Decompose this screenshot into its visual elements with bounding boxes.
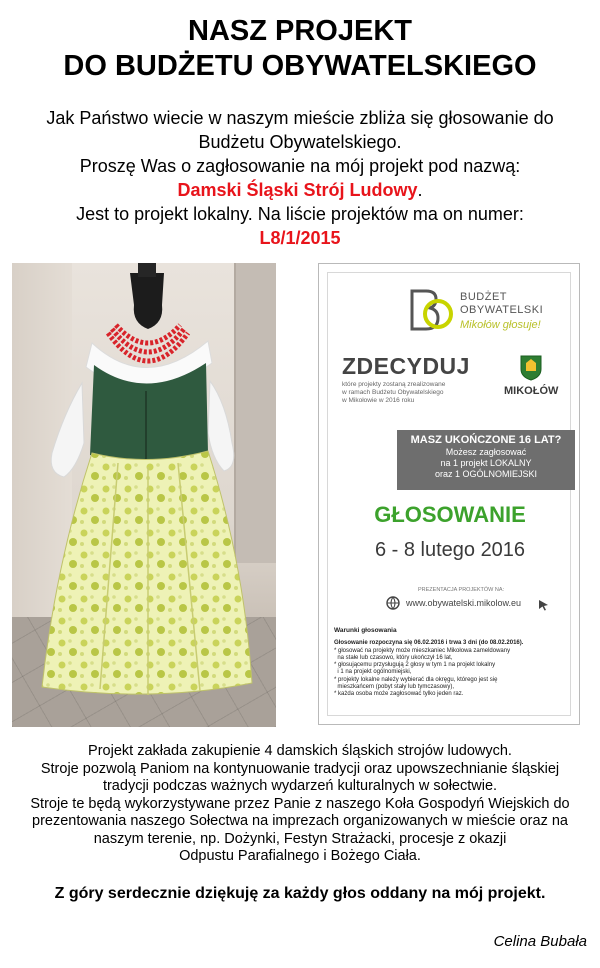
costume-photo xyxy=(12,263,276,727)
condition-2a: * głosującemu przysługują 2 głosy w tym 1 na projekt lokalny xyxy=(334,662,496,669)
intro-line-5: Jest to projekt lokalny. Na liście projektów ma on numer: xyxy=(76,204,524,224)
desc-line-1: Projekt zakłada zakupienie 4 damskich śląskich strojów ludowych. xyxy=(88,743,512,759)
mannequin-costume-image xyxy=(12,263,276,727)
voting-conditions xyxy=(334,627,566,699)
voting-dates: 6 - 8 lutego 2016 xyxy=(374,539,526,561)
age-title: MASZ UKOŃCZONE 16 LAT? xyxy=(410,434,562,446)
heading-sub-line-1: które projekty zostaną zrealizowane xyxy=(342,381,446,388)
project-description xyxy=(0,743,600,866)
title-line-2: DO BUDŻETU OBYWATELSKIEGO xyxy=(63,50,537,82)
signature: Celina Bubała xyxy=(493,933,587,950)
mikolow-crest-icon xyxy=(520,355,542,381)
heading-sub-line-2: w ramach Budżetu Obywatelskiego xyxy=(342,389,444,396)
poster-heading: ZDECYDUJ xyxy=(342,353,470,379)
desc-line-3: tradycji podczas ważnych wydarzeń kulturalnych w sołectwie. xyxy=(102,778,498,794)
poster-inner xyxy=(327,272,571,716)
budzet-obywatelski-logo-icon xyxy=(408,287,454,333)
intro-line-1: Jak Państwo wiecie w naszym mieście zbliża się głosowanie do xyxy=(46,108,554,128)
condition-2b: i 1 na projekt ogólnomiejski, xyxy=(337,669,412,676)
age-line-2: na 1 projekt LOKALNY xyxy=(440,458,532,468)
project-number: L8/1/2015 xyxy=(259,228,341,248)
age-info-box xyxy=(397,430,575,490)
project-name-line xyxy=(0,178,600,202)
condition-4: * każda osoba może zagłosować tylko jeden raz. xyxy=(334,691,464,698)
conditions-title: Warunki głosowania xyxy=(334,627,397,634)
voting-poster xyxy=(318,263,580,725)
city-name: MIKOŁÓW xyxy=(504,385,559,397)
presentation-label: PREZENTACJA PROJEKTÓW NA: xyxy=(418,587,505,593)
page-title xyxy=(0,14,600,84)
logo-text-2: OBYWATELSKI xyxy=(460,304,544,316)
conditions-intro: Głosowanie rozpoczyna się 06.02.2016 i trwa 3 dni (do 08.02.2016). xyxy=(334,640,524,647)
globe-icon xyxy=(386,596,400,610)
title-line-1: NASZ PROJEKT xyxy=(188,15,412,47)
voting-heading: GŁOSOWANIE xyxy=(374,502,526,527)
condition-3a: * projekty lokalne należy wybierać dla okręgu, którego jest się xyxy=(334,676,498,683)
desc-line-4: Stroje te będą wykorzystywane przez Panie z naszego Koła Gospodyń Wiejskich do xyxy=(30,795,570,812)
condition-1b: na stałe lub czasowo, który ukończył 16 lat, xyxy=(337,654,453,661)
age-line-3: oraz 1 OGÓLNOMIEJSKI xyxy=(434,469,538,479)
website-link[interactable]: www.obywatelski.mikolow.eu xyxy=(406,598,522,608)
cursor-icon xyxy=(538,599,550,611)
desc-line-2: Stroje pozwolą Paniom na kontynuowanie tradycji oraz upowszechnianie śląskiej xyxy=(40,760,560,777)
desc-line-6: naszym terenie, np. Dożynki, Festyn Strażacki, procesje z okazji xyxy=(93,830,507,847)
project-name-suffix: . xyxy=(417,180,423,200)
condition-1a: * głosować na projekty może mieszkaniec Mikołowa zameldowany xyxy=(334,647,511,654)
intro-line-2: Budżetu Obywatelskiego. xyxy=(198,132,402,152)
desc-line-5: prezentowania naszego Sołectwa na imprezach organizowanych w mieście oraz na xyxy=(32,813,568,829)
logo-text-1: BUDŻET xyxy=(460,291,507,303)
heading-sub-line-3: w Mikołowie w 2016 roku xyxy=(342,397,415,404)
desc-line-7: Odpustu Parafialnego i Bożego Ciała. xyxy=(179,848,421,864)
project-name: Damski Śląski Strój Ludowy xyxy=(177,180,418,200)
poster-heading-sub xyxy=(342,381,492,405)
thank-you-text: Z góry serdecznie dziękuję za każdy głos oddany na mój projekt. xyxy=(54,885,546,902)
age-line-1: Możesz zagłosować xyxy=(445,447,527,457)
condition-3b: mieszkańcem (pobyt stały lub tymczasowy), xyxy=(337,684,455,691)
intro-text xyxy=(0,106,600,250)
logo-slogan: Mikołów głosuje! xyxy=(460,319,541,331)
intro-line-3: Proszę Was o zagłosowanie na mój projekt pod nazwą: xyxy=(79,156,521,176)
